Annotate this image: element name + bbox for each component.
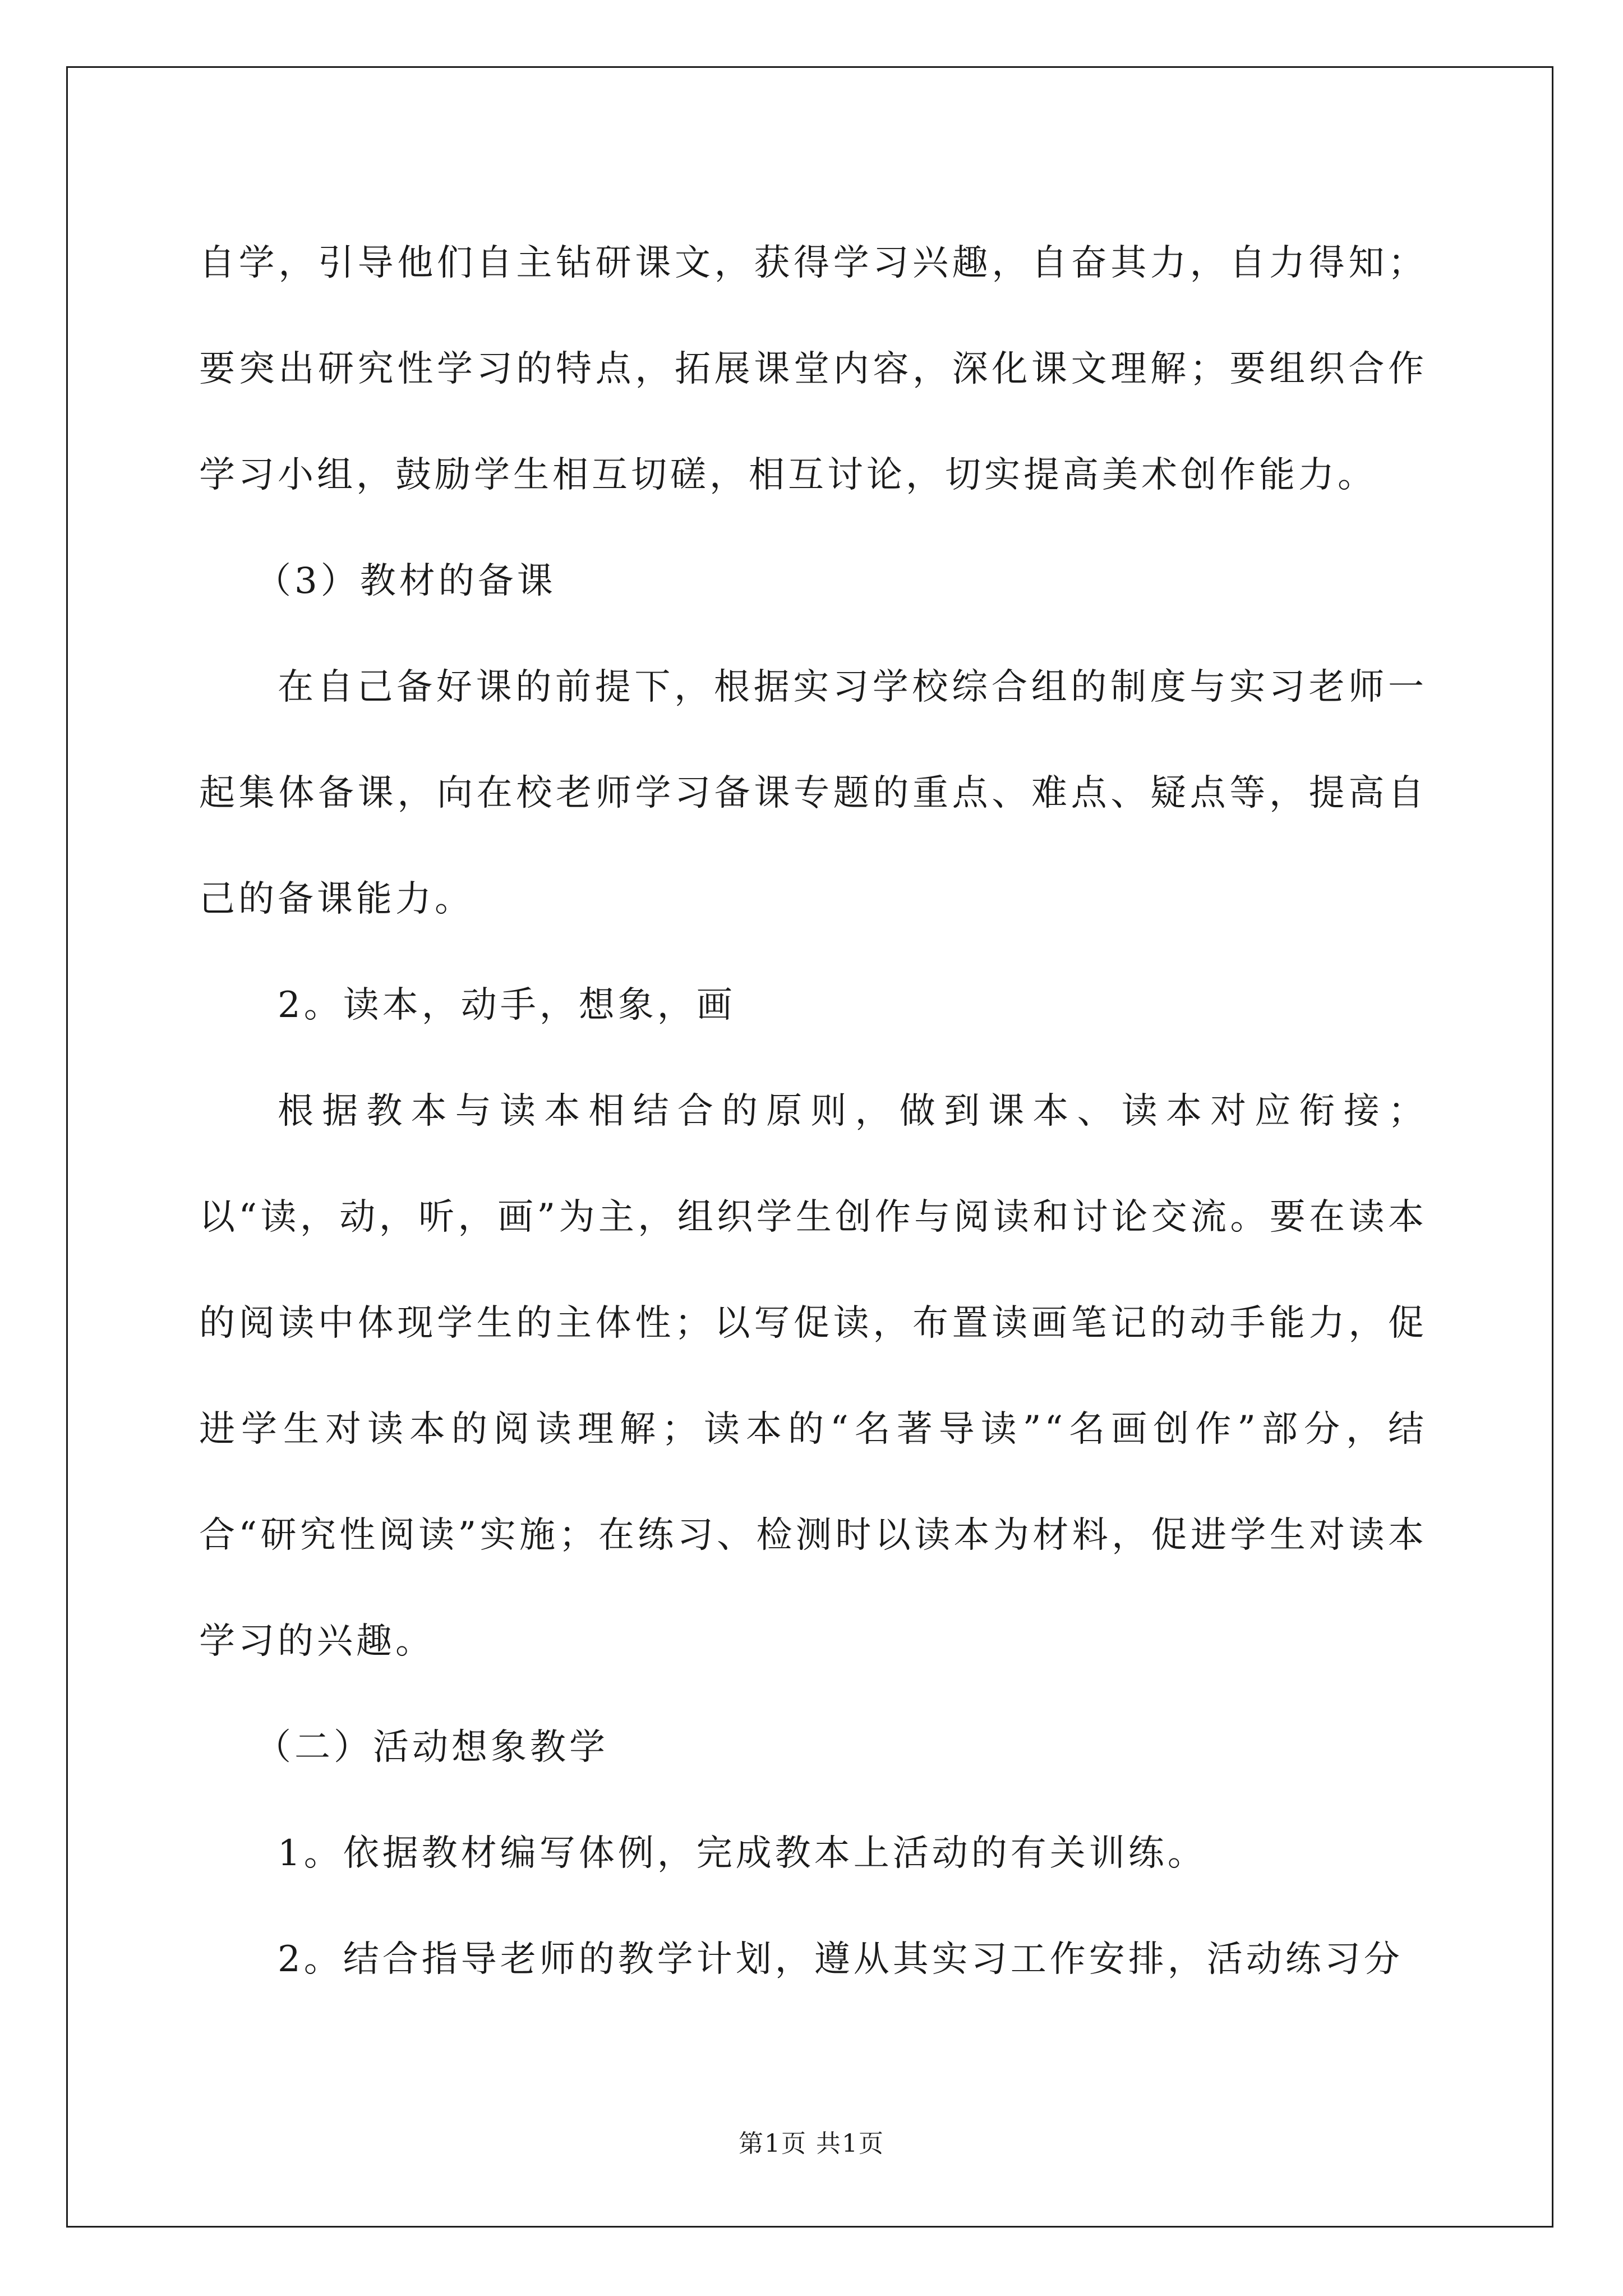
- section-heading-activity-teaching: （二）活动想象教学: [255, 1727, 608, 1768]
- subheading-2-reading: 2。读本，动手，想象，画: [278, 984, 736, 1026]
- document-body: [199, 210, 1427, 2013]
- paragraph-8: 2。结合指导老师的教学计划，遵从其实习工作安排，活动练习分: [278, 1939, 1403, 1980]
- paragraph-7: 1。依据教材编写体例，完成教本上活动的有关训练。: [278, 1833, 1207, 1874]
- paragraph-3: 在自己备好课的前提下，根据实习学校综合组的制度与实习老师一起集体备课，向在校老师学习备课专题的重点、难点、疑点等，提高自己的备课能力。: [199, 666, 1427, 920]
- paragraph-1: 自学，引导他们自主钻研课文，获得学习兴趣，自奋其力，自力得知；要突出研究性学习的特点，拓展课堂内容，深化课文理解；要组织合作学习小组，鼓励学生相互切磋，相互讨论，切实提高美术创作能力。: [199, 242, 1427, 496]
- section-heading-3-textbook-prep: （3）教材的备课: [255, 560, 556, 602]
- page-number-footer: 第1页 共1页: [739, 2129, 884, 2158]
- paragraph-5: 根据教本与读本相结合的原则，做到课本、读本对应衔接；以“读，动，听，画”为主，组织学生创作与阅读和讨论交流。要在读本的阅读中体现学生的主体性；以写促读，布置读画笔记的动手能力，促进学生对读本的阅读理解；读本的“名著导读”“名画创作”部分，结合“研究性阅读”实施；在练习、检测时以读本为材料，促进学生对读本学习的兴趣。: [199, 1091, 1427, 1662]
